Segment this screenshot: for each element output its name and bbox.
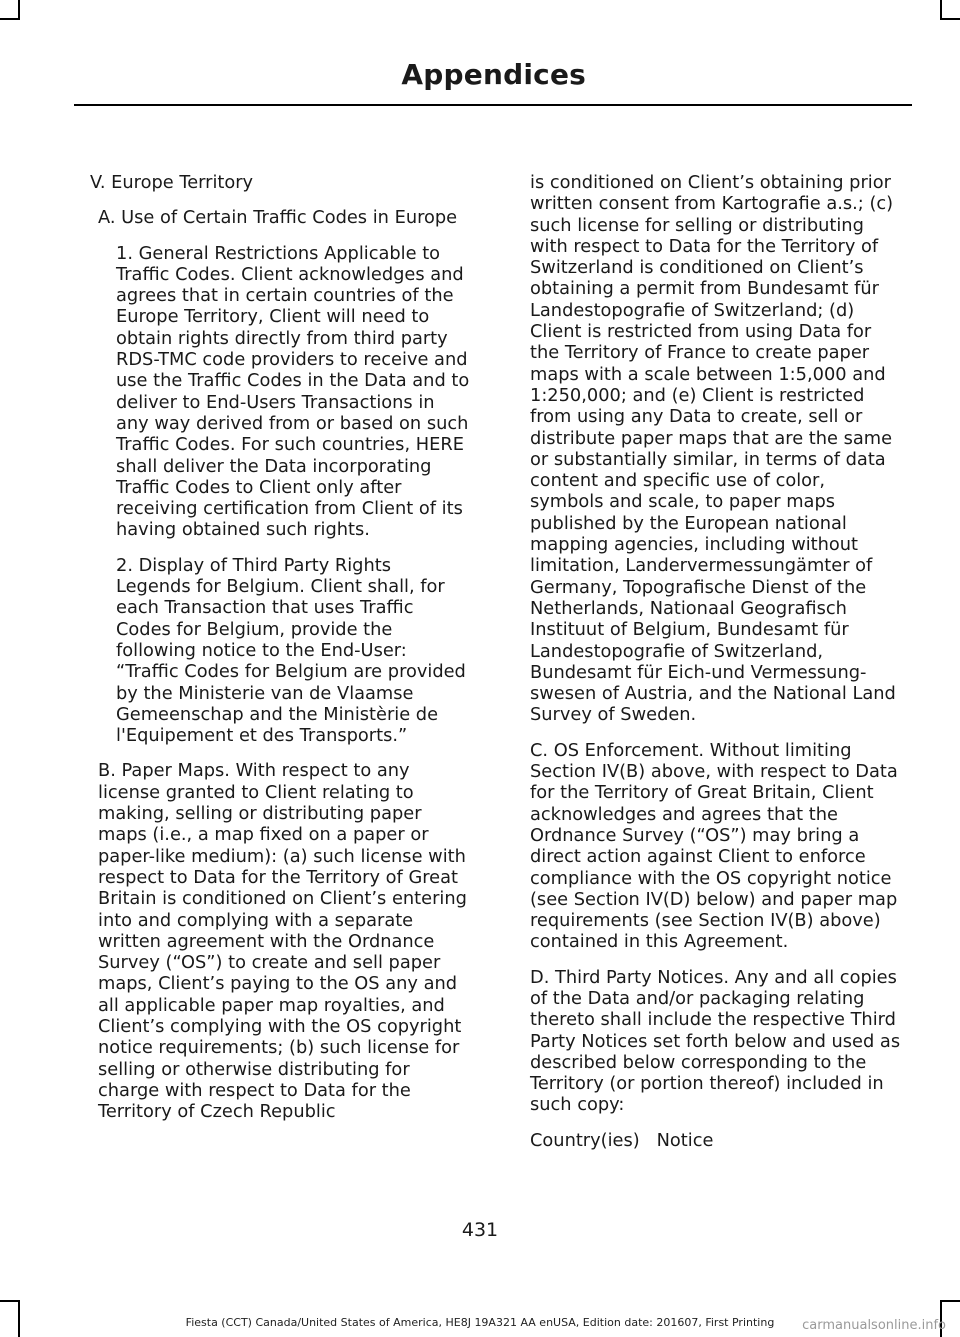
header-divider bbox=[74, 104, 912, 106]
page-number: 431 bbox=[461, 1219, 499, 1241]
subsection-heading: A. Use of Certain Traffic Codes in Europe bbox=[98, 207, 458, 229]
paragraph: B. Paper Maps. With respect to any license granted to Client relating to making, selling or distributing paper maps (i.e., a map fixed on a paper or paper-like medium): (a) such license with respect to Data for the Territory of Great Britain is conditioned on Client’s entering into and complying with a separate written agreement with the Ordnance Survey (“OS”) to create and sell paper maps, Client’s paying to the OS any and all applicable paper map royalties, and Client’s complying with the OS copyright notice requirements; (b) such license for selling or otherwise distributing for charge with respect to Data for the Territory of Czech Republic bbox=[98, 760, 467, 1123]
paragraph: is conditioned on Client’s obtaining prior written consent from Kartografie a.s.; (c) such license for selling or distributing with respect to Data for the Territory of Switzerland is conditioned on Client’s obtaining a permit from Bundesamt für Landestopografie of Switzerland; (d) Client is restricted from using Data for the Territory of France to create paper maps with a scale between 1:5,000 and 1:250,000; and (e) Client is restricted from using any Data to create, sell or distribute paper maps that are the same or substantially similar, in terms of data content and specific use of color, symbols and scale, to paper maps published by the European national mapping agencies, including without limitation, Landervermessungämter of Germany, Topografische Dienst of the Netherlands, Nationaal Geografisch Instituut of Belgium, Bundesamt für Landestopografie of Switzerland, Bundesamt für Eich-und Vermessung-swesen of Austria, and the National Land Survey of Sweden. bbox=[530, 172, 896, 726]
table-header: Country(ies) Notice bbox=[530, 1129, 714, 1151]
crop-mark bbox=[940, 0, 942, 18]
left-column bbox=[90, 172, 470, 1136]
section-heading: V. Europe Territory bbox=[90, 172, 254, 193]
crop-mark bbox=[0, 18, 20, 20]
crop-mark bbox=[0, 1300, 20, 1302]
paragraph: 1. General Restrictions Applicable to Traffic Codes. Client acknowledges and agrees that in certain countries of the Europe Territory, Client will need to obtain rights directly from third party RDS-TMC code providers to receive and use the Traffic Codes in the Data and to deliver to End-Users Transactions in any way derived from or based on such Traffic Codes. For such countries, HERE shall deliver the Data incorporating Traffic Codes to Client only after receiving certification from Client of its having obtained such rights. bbox=[116, 242, 470, 541]
watermark: carmanualsonline.info bbox=[802, 1318, 946, 1333]
crop-mark bbox=[18, 0, 20, 18]
page-title: Appendices bbox=[401, 58, 586, 91]
right-column bbox=[530, 172, 902, 1165]
paragraph: C. OS Enforcement. Without limiting Section IV(B) above, with respect to Data for the Territory of Great Britain, Client acknowledges and agrees that the Ordnance Survey (“OS”) may bring a direct action against Client to enforce compliance with the OS copyright notice (see Section IV(D) below) and paper map requirements (see Section IV(B) above) contained in this Agreement. bbox=[530, 739, 898, 953]
crop-mark bbox=[940, 18, 960, 20]
footer-text: Fiesta (CCT) Canada/United States of America, HE8J 19A321 AA enUSA, Edition date: 201607, First Printing bbox=[185, 1316, 775, 1329]
paragraph: D. Third Party Notices. Any and all copies of the Data and/or packaging relating thereto shall include the respective Third Party Notices set forth below and used as described below corresponding to the Territory (or portion thereof) included in such copy: bbox=[530, 966, 901, 1116]
crop-mark bbox=[940, 1300, 960, 1302]
paragraph: 2. Display of Third Party Rights Legends for Belgium. Client shall, for each Transaction that uses Traffic Codes for Belgium, provide the following notice to the End-User: “Traffic Codes for Belgium are provided by the Ministerie van de Vlaamse Gemeenschap and the Ministèrie de l'Equipement et des Transports.” bbox=[116, 554, 466, 747]
